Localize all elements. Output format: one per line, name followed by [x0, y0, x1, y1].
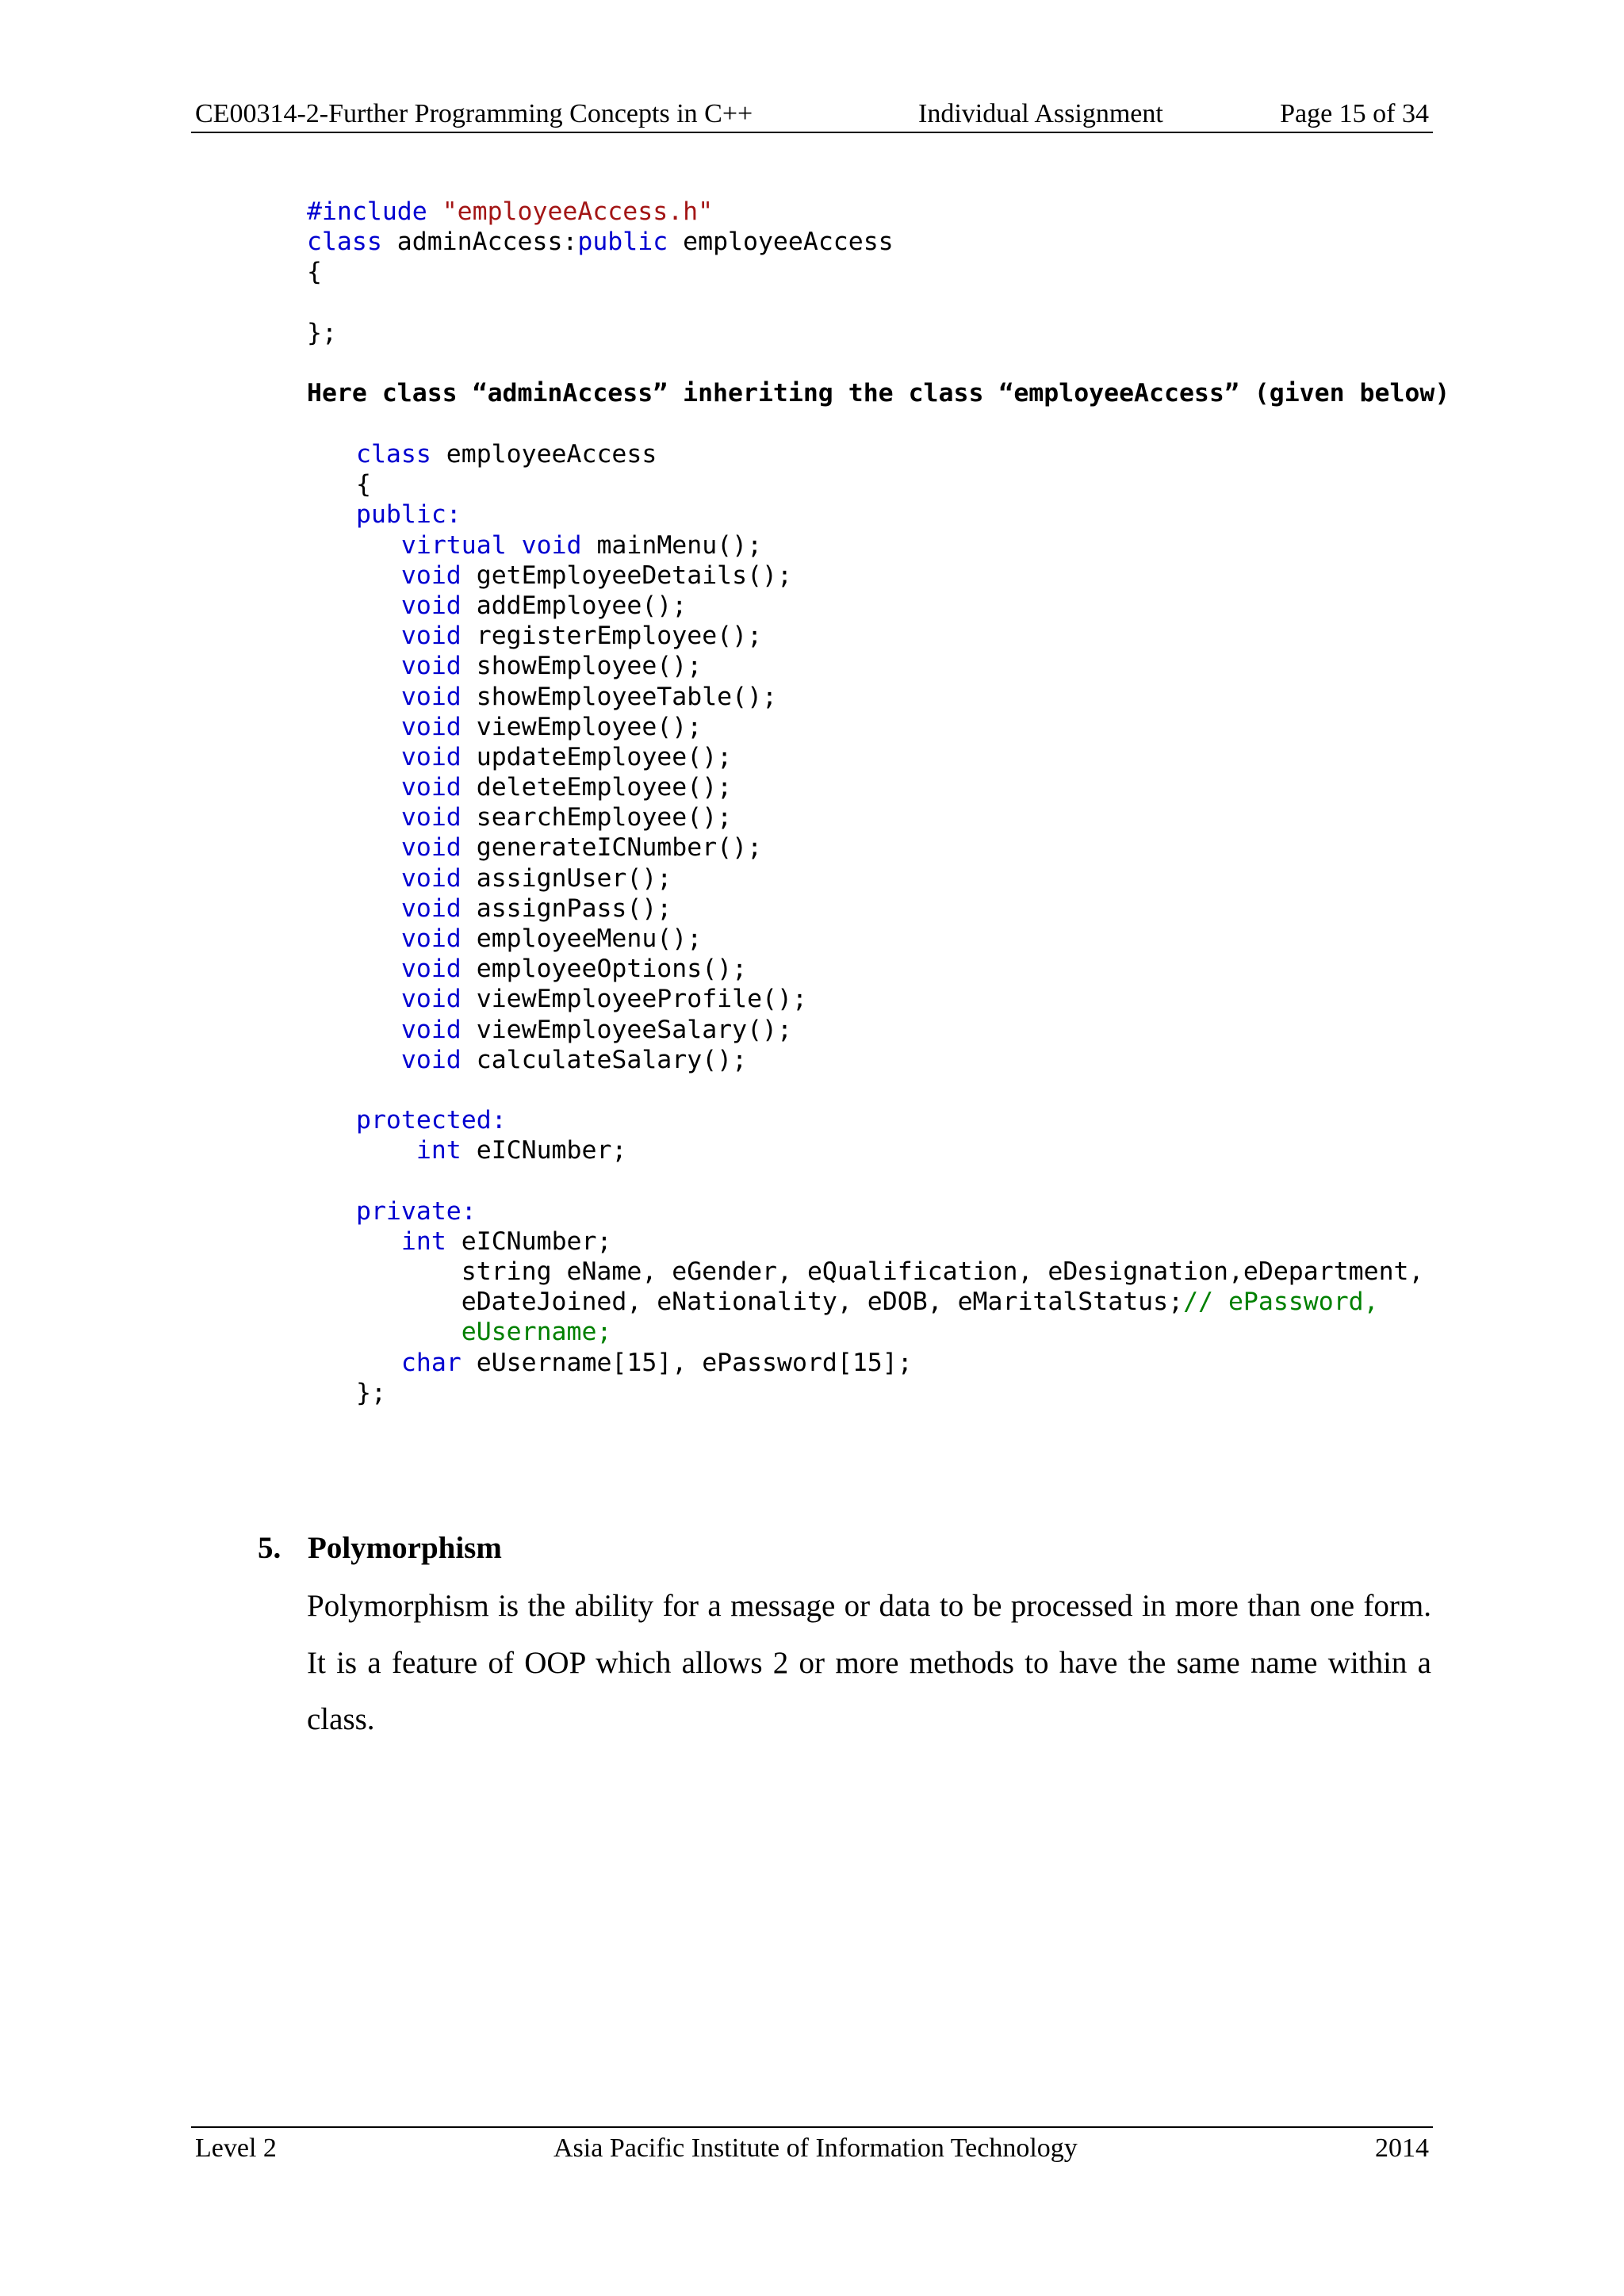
code-line	[356, 1348, 1424, 1378]
header-course: CE00314-2-Further Programming Concepts in C++	[195, 99, 753, 128]
code-token: mainMenu();	[581, 530, 763, 560]
code-line	[356, 894, 1424, 924]
code-token: deleteEmployee();	[461, 773, 733, 802]
code-line	[307, 197, 1450, 227]
footer-level: Level 2	[195, 2133, 277, 2163]
code-token: public	[577, 228, 668, 257]
code-line	[356, 1045, 1424, 1075]
header-rule	[191, 132, 1433, 133]
code-token: };	[307, 318, 337, 347]
code-token: viewEmployeeSalary();	[461, 1015, 792, 1044]
code-token	[356, 864, 401, 893]
code-line	[356, 1226, 1424, 1257]
code-token: getEmployeeDetails();	[461, 561, 792, 590]
code-token: char	[400, 1348, 462, 1377]
code-line	[356, 1105, 1424, 1135]
code-token	[356, 1046, 401, 1074]
code-token: searchEmployee();	[461, 803, 733, 832]
code-token	[356, 652, 401, 680]
code-token	[356, 683, 401, 711]
code-token: void	[400, 622, 462, 651]
code-token: };	[356, 1378, 386, 1407]
code-token	[356, 531, 401, 560]
code-line	[356, 1135, 1424, 1165]
code-token: void	[400, 833, 462, 863]
code-token: assignUser();	[461, 863, 672, 893]
code-token: void	[400, 803, 462, 832]
code-token: void	[400, 863, 462, 893]
code-token: class	[307, 228, 382, 257]
code-token: int	[400, 1226, 446, 1256]
code-line	[307, 378, 1450, 408]
code-token: void	[400, 894, 462, 923]
code-line	[356, 712, 1424, 742]
code-token: void	[400, 955, 462, 984]
code-token: void	[400, 652, 462, 681]
code-token	[356, 924, 401, 953]
code-line	[307, 348, 1450, 378]
code-line	[356, 469, 1424, 499]
code-token: eUsername[15], ePassword[15];	[461, 1348, 913, 1377]
code-token: employeeMenu();	[461, 924, 703, 953]
code-line	[356, 591, 1424, 621]
code-token: viewEmployeeProfile();	[461, 985, 807, 1014]
code-token: void	[400, 682, 462, 711]
code-token: protected	[356, 1106, 492, 1135]
code-line	[356, 1015, 1424, 1045]
code-token: generateICNumber();	[461, 833, 763, 863]
code-token: assignPass();	[461, 894, 672, 923]
code-token	[356, 1227, 401, 1256]
code-token: void	[400, 1015, 462, 1044]
code-token: eUsername;	[461, 1318, 612, 1347]
code-line	[307, 257, 1450, 287]
footer-rule	[191, 2126, 1433, 2128]
code-token: adminAccess:	[381, 228, 578, 257]
code-line	[356, 1378, 1424, 1408]
section-number: 5.	[258, 1531, 282, 1565]
code-token: public	[356, 500, 446, 530]
code-line	[356, 1287, 1424, 1317]
code-token	[356, 1349, 401, 1377]
code-token	[356, 622, 401, 650]
code-line	[356, 832, 1424, 863]
code-line	[356, 621, 1424, 651]
code-token: void	[400, 924, 462, 953]
code-token: updateEmployee();	[461, 742, 733, 771]
code-token: void	[400, 742, 462, 771]
code-token: private	[356, 1196, 462, 1226]
code-token	[356, 591, 401, 620]
section-title: Polymorphism	[308, 1531, 502, 1565]
code-token: registerEmployee();	[461, 622, 763, 651]
code-token: void	[400, 985, 462, 1014]
code-token: calculateSalary();	[461, 1045, 748, 1074]
code-token	[356, 985, 401, 1013]
code-line	[356, 1257, 1424, 1287]
code-line	[356, 984, 1424, 1014]
code-token	[356, 773, 401, 802]
code-token: virtual	[400, 530, 507, 560]
code-token: :	[446, 500, 462, 530]
code-token	[356, 561, 401, 590]
header-assignment: Individual Assignment	[918, 99, 1163, 128]
code-token: void	[400, 712, 462, 741]
code-block-include	[307, 197, 1450, 408]
code-token: Here class “adminAccess” inheriting the class “employeeAccess” (given below)	[307, 379, 1450, 408]
code-token: void	[400, 773, 462, 802]
section-heading	[258, 1529, 502, 1567]
code-token: class	[356, 440, 431, 469]
code-token	[356, 1318, 462, 1346]
code-token: void	[400, 591, 462, 620]
code-line	[356, 561, 1424, 591]
code-token: void	[400, 561, 462, 590]
code-token: #include	[307, 197, 442, 226]
code-token: string eName, eGender, eQualification, eDesignation,eDepartment,	[356, 1257, 1424, 1287]
code-token: showEmployee();	[461, 652, 703, 681]
code-line	[356, 530, 1424, 561]
code-line	[356, 651, 1424, 681]
code-token: {	[307, 258, 322, 287]
code-token: employeeOptions();	[461, 955, 748, 984]
code-token: void	[521, 530, 582, 560]
code-token	[507, 531, 522, 560]
code-line	[356, 682, 1424, 712]
code-line	[356, 954, 1424, 984]
footer-year: 2014	[1375, 2133, 1429, 2163]
code-token: :	[491, 1106, 507, 1135]
code-token: // ePassword,	[1183, 1288, 1379, 1317]
code-token	[356, 833, 401, 862]
code-line	[356, 863, 1424, 894]
code-token: void	[400, 1045, 462, 1074]
code-token	[356, 743, 401, 771]
code-token	[356, 1136, 416, 1165]
code-token: employeeAccess	[668, 228, 894, 257]
code-token: "employeeAccess.h"	[442, 197, 714, 226]
code-line	[307, 227, 1450, 257]
code-line	[307, 288, 1450, 318]
code-line	[356, 1166, 1424, 1196]
code-line	[356, 924, 1424, 954]
code-token: eICNumber;	[461, 1136, 627, 1165]
code-line	[356, 1075, 1424, 1105]
code-line	[356, 802, 1424, 832]
code-line	[356, 772, 1424, 802]
code-line	[356, 742, 1424, 772]
code-token: viewEmployee();	[461, 712, 703, 741]
code-line	[307, 318, 1450, 348]
code-token: {	[356, 470, 371, 499]
code-token	[356, 1016, 401, 1044]
code-line	[356, 1317, 1424, 1347]
code-token	[356, 803, 401, 832]
code-line	[356, 439, 1424, 469]
code-token: int	[416, 1136, 462, 1165]
code-token	[356, 894, 401, 923]
code-line	[356, 1196, 1424, 1226]
code-token: eICNumber;	[446, 1226, 612, 1256]
header-page-number: Page 15 of 34	[1280, 99, 1429, 128]
code-token: :	[461, 1196, 477, 1226]
code-token	[356, 955, 401, 983]
code-token: addEmployee();	[461, 591, 688, 620]
code-token: eDateJoined, eNationality, eDOB, eMaritalStatus;	[356, 1288, 1184, 1317]
code-token	[356, 713, 401, 741]
code-line	[356, 499, 1424, 530]
footer-institute: Asia Pacific Institute of Information Technology	[553, 2133, 1078, 2163]
code-token: employeeAccess	[431, 440, 657, 469]
code-token: showEmployeeTable();	[461, 682, 778, 711]
code-block-employee-access	[356, 439, 1424, 1408]
section-paragraph: Polymorphism is the ability for a message or data to be processed in more than one form. It is a feature of OOP which allows 2 or more methods to have the same name within a class.	[307, 1589, 1431, 1736]
